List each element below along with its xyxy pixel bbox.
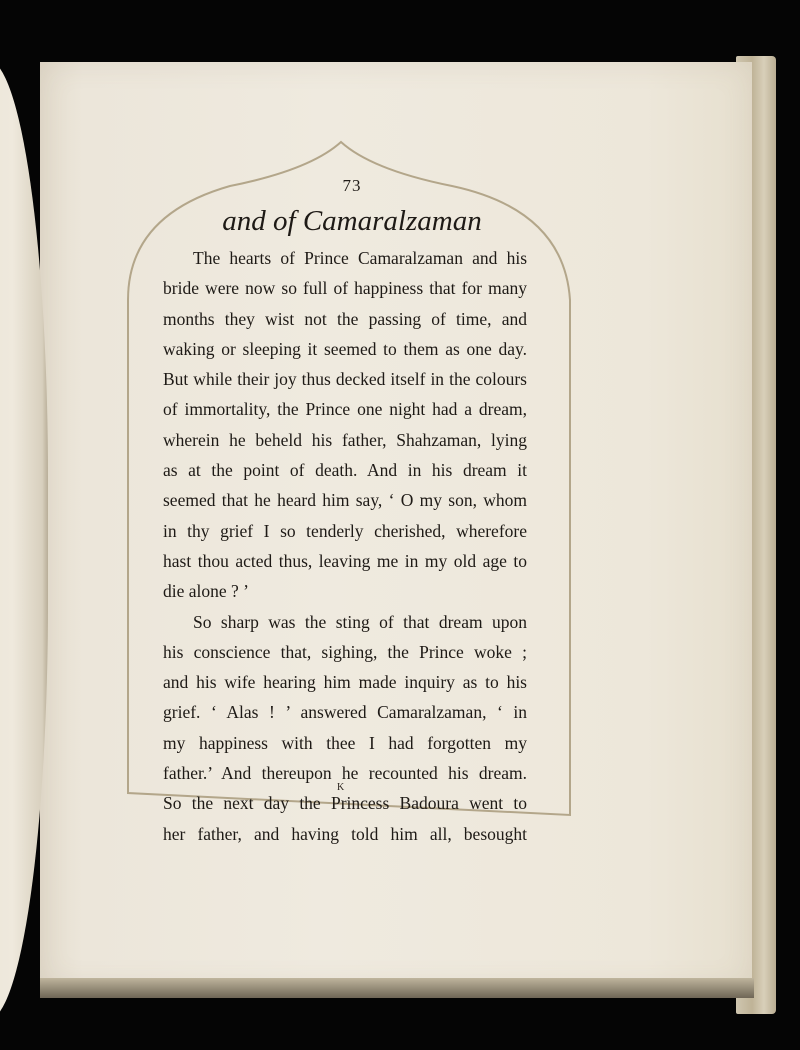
text-line: in thy grief I so tenderly cherished, wherefore	[163, 520, 527, 541]
text-line: my happiness with thee I had forgotten my	[163, 732, 527, 753]
text-line: bride were now so full of happiness that for many	[163, 278, 527, 299]
signature-mark: K	[337, 782, 346, 793]
text-line: The hearts of Prince Camaralzaman and his	[193, 248, 527, 268]
text-line: So sharp was the sting of that dream upon	[193, 611, 527, 632]
text-line: his conscience that, sighing, the Prince woke ;	[163, 641, 527, 662]
text-line: seemed that he heard him say, ‘ O my son, whom	[163, 490, 527, 511]
text-line: waking or sleeping it seemed to them as one day.	[163, 338, 527, 359]
text-line: So the next day the Princess Badoura went to	[163, 793, 527, 814]
paragraph-1	[163, 243, 527, 607]
text-line: months they wist not the passing of time, and	[163, 308, 527, 329]
text-block	[163, 176, 527, 849]
text-line: hast thou acted thus, leaving me in my old age to	[163, 550, 527, 571]
text-line: wherein he beheld his father, Shahzaman, lying	[163, 429, 527, 450]
text-line: of immortality, the Prince one night had a dream,	[163, 399, 527, 420]
text-line: But while their joy thus decked itself in the colours	[163, 369, 527, 390]
text-line: grief. ‘ Alas ! ’ answered Camaralzaman, ‘ in	[163, 702, 527, 723]
text-line: her father, and having told him all, besought	[163, 823, 527, 844]
text-line: die alone ? ’	[163, 581, 249, 602]
text-line: father.’ And thereupon he recounted his dream.	[163, 763, 527, 784]
text-line: as at the point of death. And in his dream it	[163, 460, 527, 481]
text-line: and his wife hearing him made inquiry as to his	[163, 672, 527, 693]
page-number: 73	[342, 176, 362, 195]
chapter-heading: and of Camaralzaman	[222, 205, 482, 237]
paragraph-2	[163, 607, 527, 849]
